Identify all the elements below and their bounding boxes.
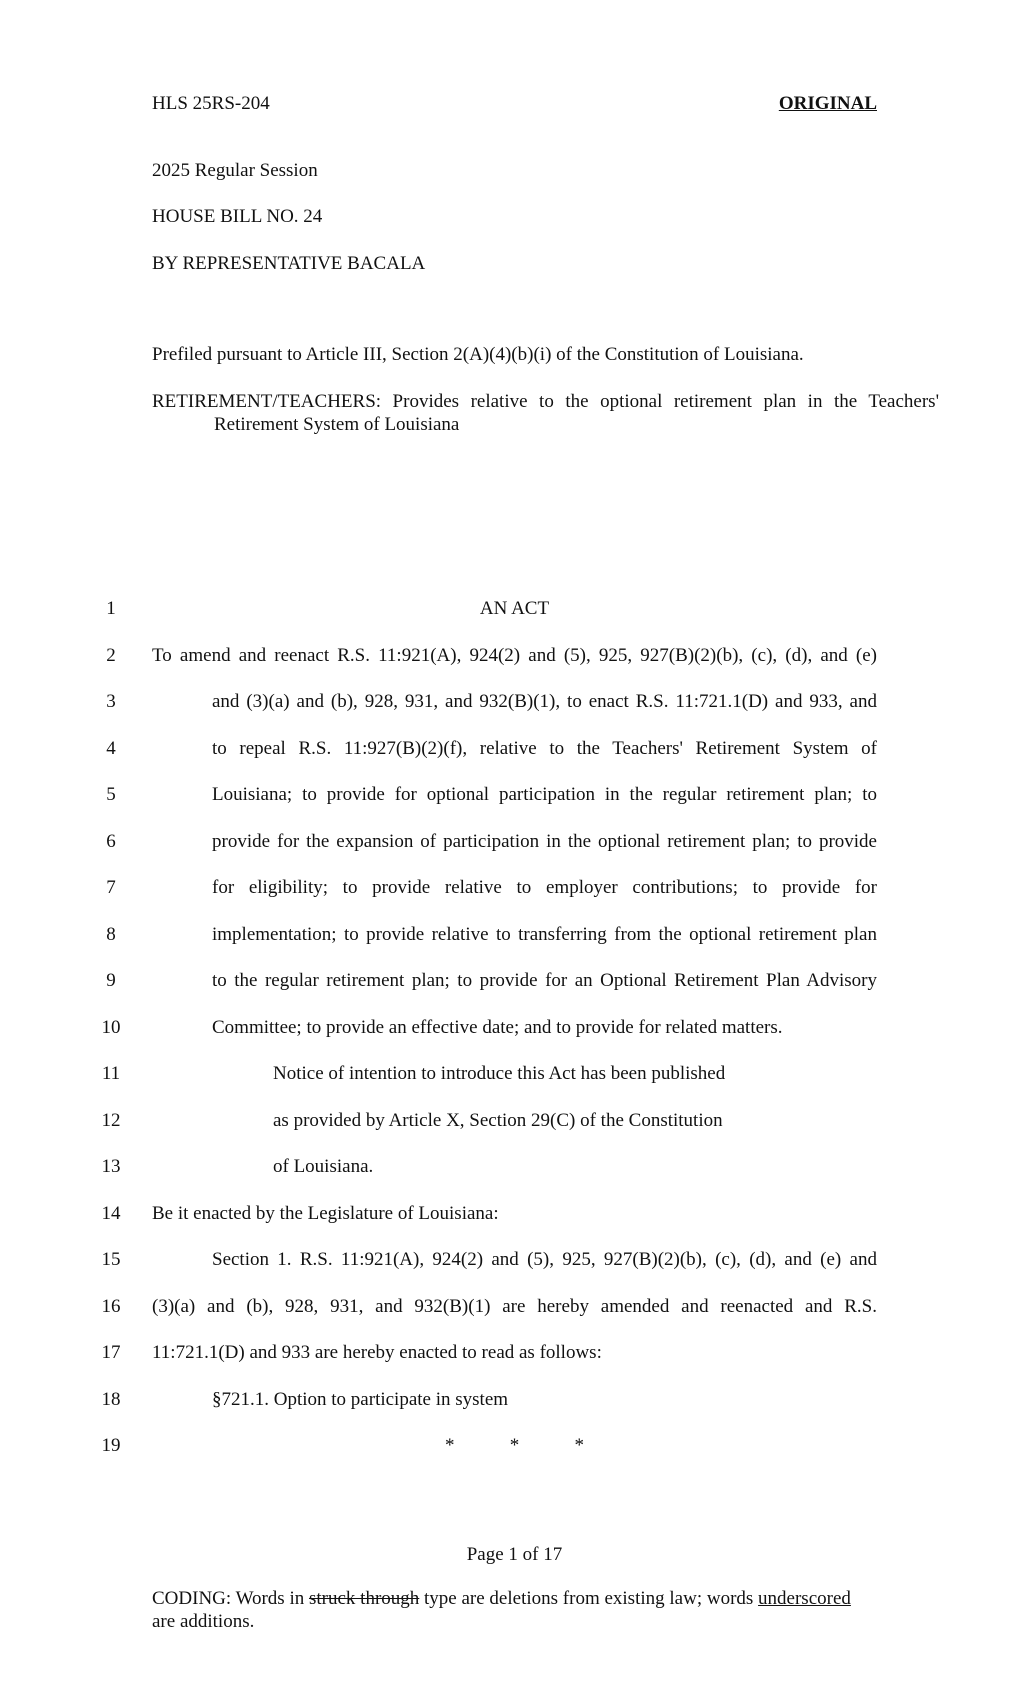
section-line: Section 1. R.S. 11:921(A), 924(2) and (5), 925, 927(B)(2)(b), (c), (d), and (e) and	[212, 1249, 877, 1270]
section-line: 11:721.1(D) and 933 are hereby enacted to read as follows:	[152, 1342, 602, 1363]
bill-summary: RETIREMENT/TEACHERS: Provides relative to the optional retirement plan in the Teachers' Retirement System of Louisiana	[152, 391, 939, 435]
page-number: Page 1 of 17	[466, 1544, 563, 1565]
line-number: 14	[101, 1203, 121, 1224]
star-mark: *	[445, 1435, 455, 1456]
line-number: 8	[106, 924, 116, 945]
coding-struck-example: struck through	[308, 1588, 420, 1609]
line-number: 12	[101, 1110, 121, 1131]
line-number: 16	[101, 1296, 121, 1317]
line-number: 2	[106, 645, 116, 666]
omission-stars	[152, 1435, 877, 1457]
line-number: 19	[101, 1435, 121, 1456]
title-line: for eligibility; to provide relative to employer contributions; to provide for	[212, 877, 877, 898]
line-number: 1	[106, 598, 116, 619]
coding-middle: type are deletions from existing law; words	[419, 1588, 759, 1609]
line-number: 9	[106, 970, 116, 991]
line-number: 7	[106, 877, 116, 898]
coding-suffix: are additions.	[152, 1611, 255, 1632]
title-line: To amend and reenact R.S. 11:921(A), 924(2) and (5), 925, 927(B)(2)(b), (c), (d), and (e)	[152, 645, 877, 666]
star-mark: *	[574, 1435, 584, 1456]
bill-number: HOUSE BILL NO. 24	[152, 206, 323, 227]
section-heading: §721.1. Option to participate in system	[212, 1389, 509, 1410]
act-title: AN ACT	[479, 598, 550, 619]
notice-line: of Louisiana.	[273, 1156, 374, 1177]
document-id: HLS 25RS-204	[152, 93, 270, 114]
star-mark: *	[509, 1435, 520, 1456]
line-number: 3	[106, 691, 116, 712]
line-number: 18	[101, 1389, 121, 1410]
document-status: ORIGINAL	[778, 93, 877, 114]
enacting-clause: Be it enacted by the Legislature of Louisiana:	[152, 1203, 499, 1224]
coding-prefix: CODING: Words in	[152, 1588, 309, 1609]
title-line: implementation; to provide relative to transferring from the optional retirement plan	[212, 924, 877, 945]
bill-author: BY REPRESENTATIVE BACALA	[152, 253, 426, 274]
title-line: to repeal R.S. 11:927(B)(2)(f), relative to the Teachers' Retirement System of	[212, 738, 877, 759]
title-line: Committee; to provide an effective date; and to provide for related matters.	[212, 1017, 783, 1038]
prefiled-notice: Prefiled pursuant to Article III, Section 2(A)(4)(b)(i) of the Constitution of Louisiana.	[152, 344, 804, 365]
session-label: 2025 Regular Session	[152, 160, 318, 181]
line-number: 15	[101, 1249, 121, 1270]
coding-note	[152, 1587, 877, 1633]
title-line: provide for the expansion of participation in the optional retirement plan; to provide	[212, 831, 877, 852]
line-number: 5	[106, 784, 116, 805]
line-number: 4	[106, 738, 116, 759]
notice-line: as provided by Article X, Section 29(C) of the Constitution	[273, 1110, 723, 1131]
line-number: 11	[101, 1063, 121, 1084]
title-line: and (3)(a) and (b), 928, 931, and 932(B)(1), to enact R.S. 11:721.1(D) and 933, and	[212, 691, 877, 712]
section-line: (3)(a) and (b), 928, 931, and 932(B)(1) are hereby amended and reenacted and R.S.	[152, 1296, 877, 1317]
title-line: Louisiana; to provide for optional participation in the regular retirement plan; to	[212, 784, 877, 805]
line-number: 6	[106, 831, 116, 852]
line-number: 10	[101, 1017, 121, 1038]
coding-underscored-example: underscored	[758, 1588, 851, 1609]
line-number: 17	[101, 1342, 121, 1363]
line-number: 13	[101, 1156, 121, 1177]
notice-line: Notice of intention to introduce this Act has been published	[273, 1063, 726, 1084]
title-line: to the regular retirement plan; to provide for an Optional Retirement Plan Advisory	[212, 970, 877, 991]
